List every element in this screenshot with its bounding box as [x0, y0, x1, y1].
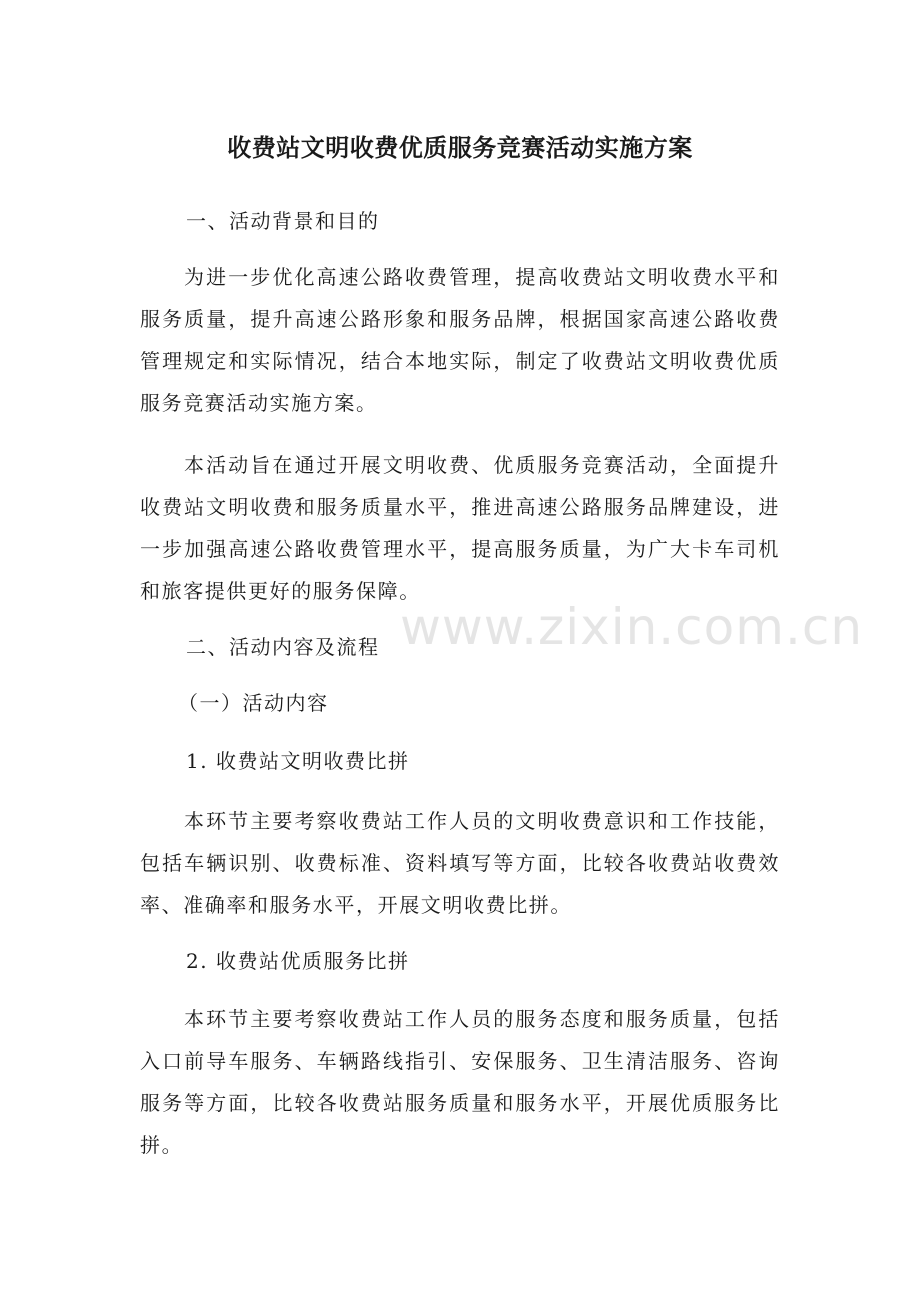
watermark: www.zixin.com.cn [400, 598, 864, 656]
section-heading-content: 二、活动内容及流程 [186, 635, 380, 659]
document-title: 收费站文明收费优质服务竞赛活动实施方案 [227, 134, 693, 162]
paragraph-background-1: 为进一步优化高速公路收费管理，提高收费站文明收费水平和服务质量，提升高速公路形象和服务品牌，根据国家高速公路收费管理规定和实际情况，结合本地实际，制定了收费站文明收费优质服务竞赛活动实施方案。 [140, 265, 780, 415]
section-heading-background: 一、活动背景和目的 [186, 209, 380, 233]
paragraph-quality-service: 本环节主要考察收费站工作人员的服务态度和服务质量，包括入口前导车服务、车辆路线指引、安保服务、卫生清洁服务、咨询服务等方面，比较各收费站服务质量和服务水平，开展优质服务比拼。 [140, 1007, 780, 1157]
item-heading-civilized-toll: 1. 收费站文明收费比拼 [186, 749, 410, 773]
item-heading-quality-service: 2. 收费站优质服务比拼 [186, 949, 410, 973]
paragraph-civilized-toll: 本环节主要考察收费站工作人员的文明收费意识和工作技能，包括车辆识别、收费标准、资料填写等方面，比较各收费站收费效率、准确率和服务水平，开展文明收费比拼。 [140, 809, 780, 917]
paragraph-background-2: 本活动旨在通过开展文明收费、优质服务竞赛活动，全面提升收费站文明收费和服务质量水平，推进高速公路服务品牌建设，进一步加强高速公路收费管理水平，提高服务质量，为广大卡车司机和旅客提供更好的服务保障。 [140, 453, 780, 603]
subsection-heading-content: （一）活动内容 [178, 691, 329, 715]
